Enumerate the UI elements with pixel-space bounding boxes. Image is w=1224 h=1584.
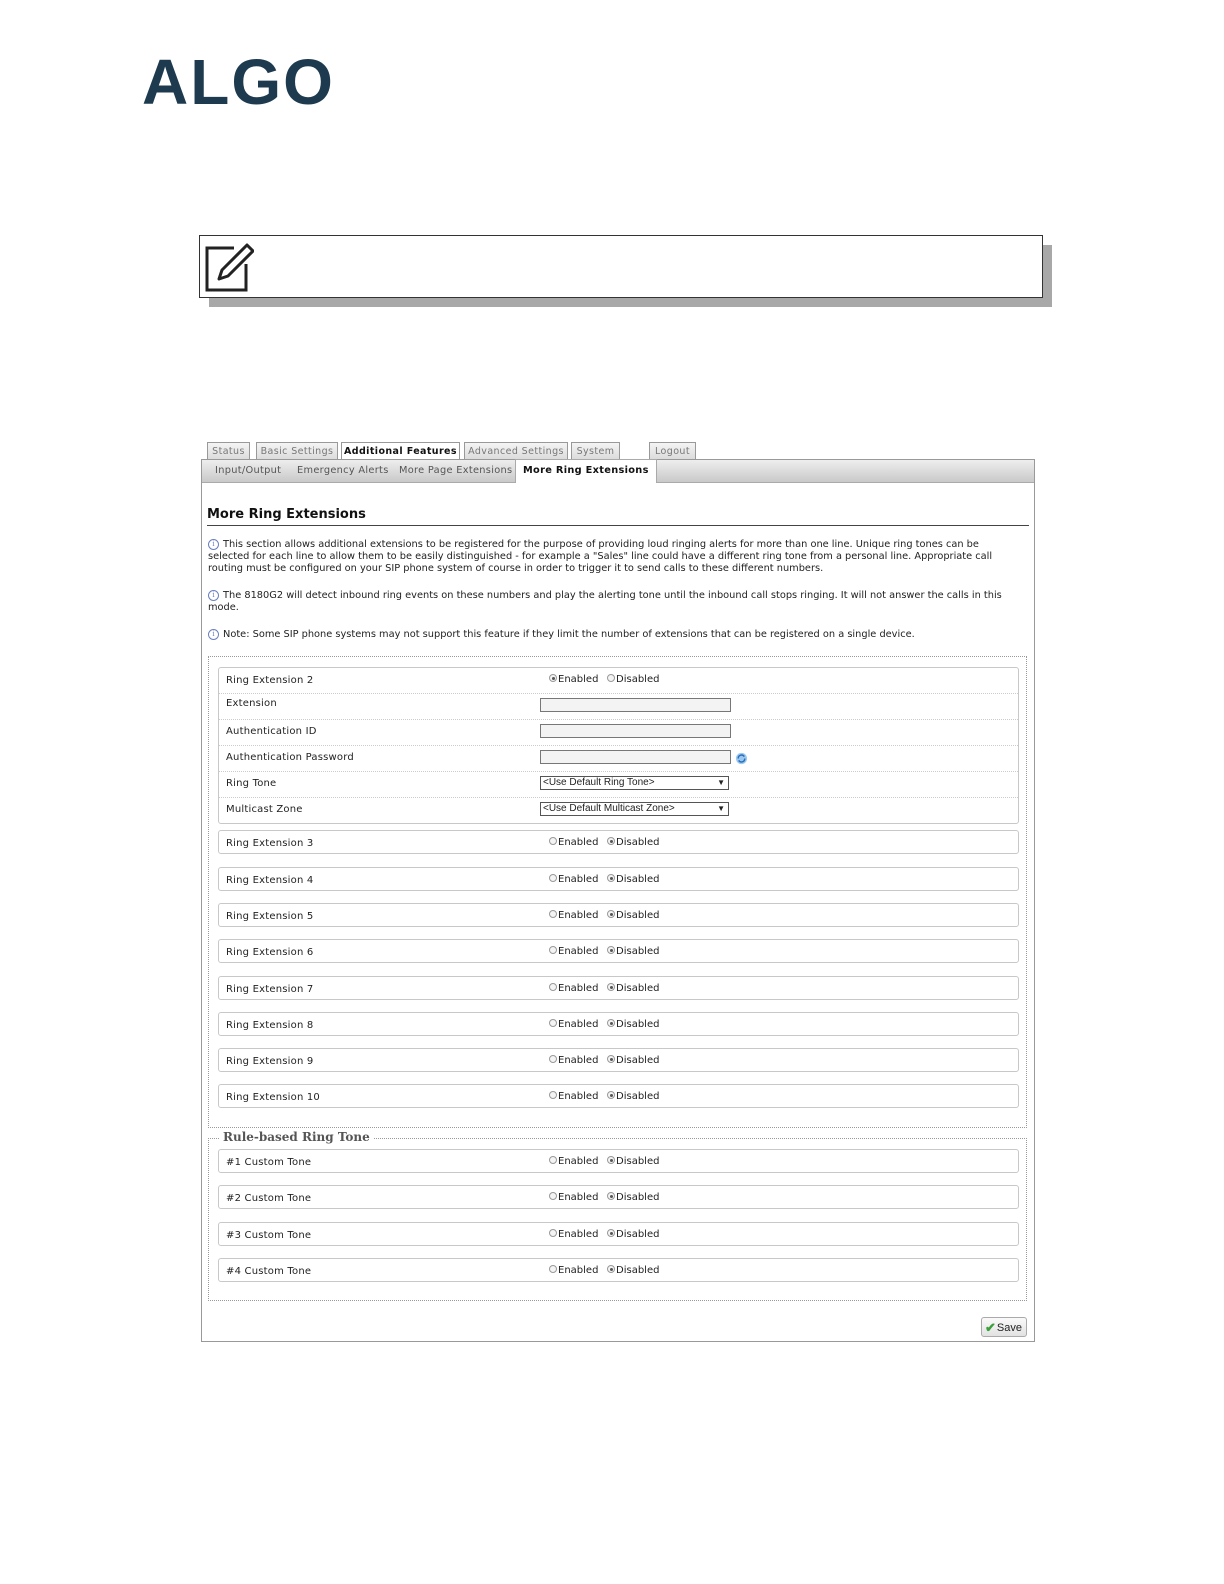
checkmark-icon: ✔	[985, 1320, 996, 1335]
enabled-option[interactable]	[549, 1055, 598, 1066]
enabled-radio[interactable]	[549, 874, 557, 882]
disabled-radio[interactable]	[607, 1019, 615, 1027]
enabled-radio[interactable]	[549, 674, 557, 682]
enabled-label: Enabled	[558, 1091, 599, 1102]
disabled-radio[interactable]	[607, 1229, 615, 1237]
enabled-label: Enabled	[558, 1055, 599, 1066]
ring-extension-label: Ring Extension 8	[226, 1020, 314, 1031]
enabled-option[interactable]	[549, 837, 598, 848]
disabled-radio[interactable]	[607, 946, 615, 954]
save-label: Save	[996, 1322, 1022, 1334]
enabled-label: Enabled	[558, 1156, 599, 1167]
disabled-label: Disabled	[616, 1055, 660, 1066]
custom-tone-row	[219, 1223, 1018, 1248]
ring-extension-row	[219, 904, 1018, 929]
disabled-option[interactable]	[607, 1091, 659, 1102]
enabled-radio[interactable]	[549, 1265, 557, 1273]
web-ui-screenshot	[201, 440, 1035, 1342]
auth-id-input[interactable]	[540, 724, 731, 738]
extension-input[interactable]	[540, 698, 731, 712]
ring-extension-2-row	[219, 668, 1018, 694]
ring-extension-label: Ring Extension 6	[226, 947, 314, 958]
custom-tone-label: #2 Custom Tone	[226, 1193, 312, 1204]
ring-extension-10-group	[218, 1084, 1019, 1108]
ring-extension-row	[219, 831, 1018, 856]
enabled-option[interactable]	[549, 1229, 598, 1240]
ring-extension-5-group	[218, 903, 1019, 927]
enabled-option[interactable]	[549, 910, 598, 921]
ring-extensions-fieldset	[208, 656, 1027, 1128]
disabled-radio[interactable]	[607, 874, 615, 882]
info-icon: i	[208, 590, 219, 601]
disabled-label: Disabled	[616, 983, 660, 994]
auth-id-label: Authentication ID	[226, 726, 317, 737]
info-text-1	[208, 539, 1018, 576]
disabled-option[interactable]	[607, 983, 659, 994]
ring-extension-row	[219, 868, 1018, 893]
ring-extension-3-group	[218, 830, 1019, 854]
info-text-2-body: The 8180G2 will detect inbound ring events on these numbers and play the alerting tone until the inbound call stops ringing. It will not answer the calls in this mode.	[208, 590, 1002, 614]
ring-extension-9-group	[218, 1048, 1019, 1072]
enabled-label: Enabled	[558, 1265, 599, 1276]
subtab-more-page-extensions[interactable]: More Page Extensions	[399, 465, 513, 476]
disabled-label: Disabled	[616, 946, 660, 957]
enabled-option[interactable]	[549, 1019, 598, 1030]
save-button[interactable]	[981, 1317, 1027, 1337]
enabled-option[interactable]	[549, 1156, 598, 1167]
tab-system[interactable]: System	[571, 442, 620, 459]
info-text-2	[208, 590, 1018, 614]
info-text-3-body: Note: Some SIP phone systems may not support this feature if they limit the number of extensions that can be registered on a single device.	[223, 629, 915, 640]
enabled-label: Enabled	[558, 1192, 599, 1203]
disabled-radio[interactable]	[607, 837, 615, 845]
info-icon: i	[208, 629, 219, 640]
enabled-label: Enabled	[558, 983, 599, 994]
ring-extension-label: Ring Extension 10	[226, 1092, 320, 1103]
enabled-option[interactable]	[549, 1192, 598, 1203]
disabled-option[interactable]	[607, 946, 659, 957]
ring-extension-label: Ring Extension 3	[226, 838, 314, 849]
ring-extension-2-disabled-option[interactable]	[607, 674, 659, 685]
page-title: More Ring Extensions	[207, 507, 366, 522]
disabled-radio[interactable]	[607, 1192, 615, 1200]
custom-tone-1-group	[218, 1149, 1019, 1173]
custom-tone-4-group	[218, 1258, 1019, 1282]
tab-status[interactable]: Status	[207, 442, 250, 459]
custom-tone-2-group	[218, 1185, 1019, 1209]
disabled-radio[interactable]	[607, 910, 615, 918]
enabled-radio[interactable]	[549, 1019, 557, 1027]
disabled-radio[interactable]	[607, 1156, 615, 1164]
disabled-label: Disabled	[616, 1091, 660, 1102]
custom-tone-row	[219, 1259, 1018, 1284]
content-panel	[201, 459, 1035, 1342]
disabled-radio[interactable]	[607, 1055, 615, 1063]
multicast-zone-value: <Use Default Multicast Zone>	[543, 803, 675, 814]
disabled-option[interactable]	[607, 1229, 659, 1240]
enabled-option[interactable]	[549, 983, 598, 994]
ring-extension-6-group	[218, 939, 1019, 963]
enabled-option[interactable]	[549, 874, 598, 885]
tab-advanced-settings[interactable]: Advanced Settings	[464, 442, 568, 459]
enabled-option[interactable]	[549, 1265, 598, 1276]
ring-extension-8-group	[218, 1012, 1019, 1036]
custom-tone-row	[219, 1150, 1018, 1175]
ring-extension-row	[219, 1049, 1018, 1074]
ring-extension-row	[219, 940, 1018, 965]
disabled-label: Disabled	[616, 1019, 660, 1030]
disabled-label: Disabled	[616, 674, 660, 685]
ring-extension-label: Ring Extension 7	[226, 984, 314, 995]
disabled-radio[interactable]	[607, 674, 615, 682]
disabled-option[interactable]	[607, 910, 659, 921]
ring-extension-row	[219, 1085, 1018, 1110]
disabled-radio[interactable]	[607, 983, 615, 991]
enabled-label: Enabled	[558, 874, 599, 885]
ring-extension-2-group	[218, 667, 1019, 824]
custom-tone-3-group	[218, 1222, 1019, 1246]
title-divider	[207, 525, 1029, 526]
enabled-radio[interactable]	[549, 946, 557, 954]
refresh-icon[interactable]	[735, 752, 748, 765]
enabled-radio[interactable]	[549, 1055, 557, 1063]
enabled-label: Enabled	[558, 910, 599, 921]
rule-based-ring-tone-legend: Rule-based Ring Tone	[220, 1130, 373, 1144]
dropdown-arrow-icon: ▼	[717, 804, 725, 813]
auth-password-row	[219, 746, 1018, 772]
disabled-label: Disabled	[616, 1192, 660, 1203]
disabled-radio[interactable]	[607, 1091, 615, 1099]
ring-tone-value: <Use Default Ring Tone>	[543, 777, 655, 788]
enabled-label: Enabled	[558, 1229, 599, 1240]
ring-extension-7-group	[218, 976, 1019, 1000]
enabled-radio[interactable]	[549, 910, 557, 918]
custom-tone-label: #3 Custom Tone	[226, 1230, 312, 1241]
info-icon: i	[208, 539, 219, 550]
enabled-radio[interactable]	[549, 837, 557, 845]
disabled-label: Disabled	[616, 910, 660, 921]
auth-password-input[interactable]	[540, 750, 731, 764]
ring-tone-label: Ring Tone	[226, 778, 277, 789]
ring-extension-2-enabled-option[interactable]	[549, 674, 598, 685]
enabled-label: Enabled	[558, 674, 599, 685]
edit-note-icon	[204, 242, 254, 292]
disabled-label: Disabled	[616, 1156, 660, 1167]
custom-tone-label: #4 Custom Tone	[226, 1266, 312, 1277]
auth-password-label: Authentication Password	[226, 752, 354, 763]
disabled-label: Disabled	[616, 837, 660, 848]
ring-extension-label: Ring Extension 9	[226, 1056, 314, 1067]
ring-extension-label: Ring Extension 4	[226, 875, 314, 886]
disabled-option[interactable]	[607, 1192, 659, 1203]
extension-row	[219, 694, 1018, 720]
tab-basic-settings[interactable]: Basic Settings	[256, 442, 338, 459]
enabled-radio[interactable]	[549, 1091, 557, 1099]
extension-label: Extension	[226, 698, 277, 709]
subtab-emergency-alerts[interactable]: Emergency Alerts	[297, 465, 389, 476]
disabled-option[interactable]	[607, 1156, 659, 1167]
enabled-label: Enabled	[558, 1019, 599, 1030]
algo-logo: ALGO	[142, 46, 335, 118]
tab-logout[interactable]: Logout	[649, 442, 696, 459]
disabled-option[interactable]	[607, 874, 659, 885]
note-box	[199, 235, 1043, 298]
disabled-radio[interactable]	[607, 1265, 615, 1273]
disabled-option[interactable]	[607, 837, 659, 848]
info-text-3	[208, 629, 1018, 641]
disabled-option[interactable]	[607, 1055, 659, 1066]
multicast-zone-select[interactable]	[540, 802, 729, 816]
auth-id-row	[219, 720, 1018, 746]
info-text-1-body: This section allows additional extensions to be registered for the purpose of providing loud ringing alerts for more than one line. Unique ring tones can be selected for each line to allow them to be easily distinguished - for example a "Sales" line could have a different ring tone from a personal line. Appropriate call routing must be configured on your SIP phone system of course in order to trigger it to send calls to these different numbers.	[208, 539, 993, 575]
tab-additional-features[interactable]: Additional Features	[341, 442, 460, 461]
rule-based-ring-tone-fieldset	[208, 1130, 1027, 1301]
ring-extension-4-group	[218, 867, 1019, 891]
subtab-input-output[interactable]: Input/Output	[215, 465, 282, 476]
enabled-option[interactable]	[549, 1091, 598, 1102]
ring-extension-2-label: Ring Extension 2	[226, 675, 314, 686]
multicast-zone-row	[219, 798, 1018, 823]
disabled-label: Disabled	[616, 1229, 660, 1240]
subtab-more-ring-extensions[interactable]: More Ring Extensions	[515, 459, 657, 483]
custom-tone-label: #1 Custom Tone	[226, 1157, 312, 1168]
enabled-radio[interactable]	[549, 983, 557, 991]
disabled-option[interactable]	[607, 1265, 659, 1276]
ring-extension-row	[219, 977, 1018, 1002]
ring-extension-label: Ring Extension 5	[226, 911, 314, 922]
disabled-label: Disabled	[616, 874, 660, 885]
enabled-label: Enabled	[558, 837, 599, 848]
enabled-radio[interactable]	[549, 1229, 557, 1237]
disabled-label: Disabled	[616, 1265, 660, 1276]
ring-tone-row	[219, 772, 1018, 798]
sub-navigation	[202, 460, 1034, 483]
custom-tone-row	[219, 1186, 1018, 1211]
dropdown-arrow-icon: ▼	[717, 778, 725, 787]
enabled-radio[interactable]	[549, 1192, 557, 1200]
enabled-label: Enabled	[558, 946, 599, 957]
enabled-radio[interactable]	[549, 1156, 557, 1164]
ring-extension-row	[219, 1013, 1018, 1038]
multicast-zone-label: Multicast Zone	[226, 804, 303, 815]
ring-tone-select[interactable]	[540, 776, 729, 790]
disabled-option[interactable]	[607, 1019, 659, 1030]
enabled-option[interactable]	[549, 946, 598, 957]
